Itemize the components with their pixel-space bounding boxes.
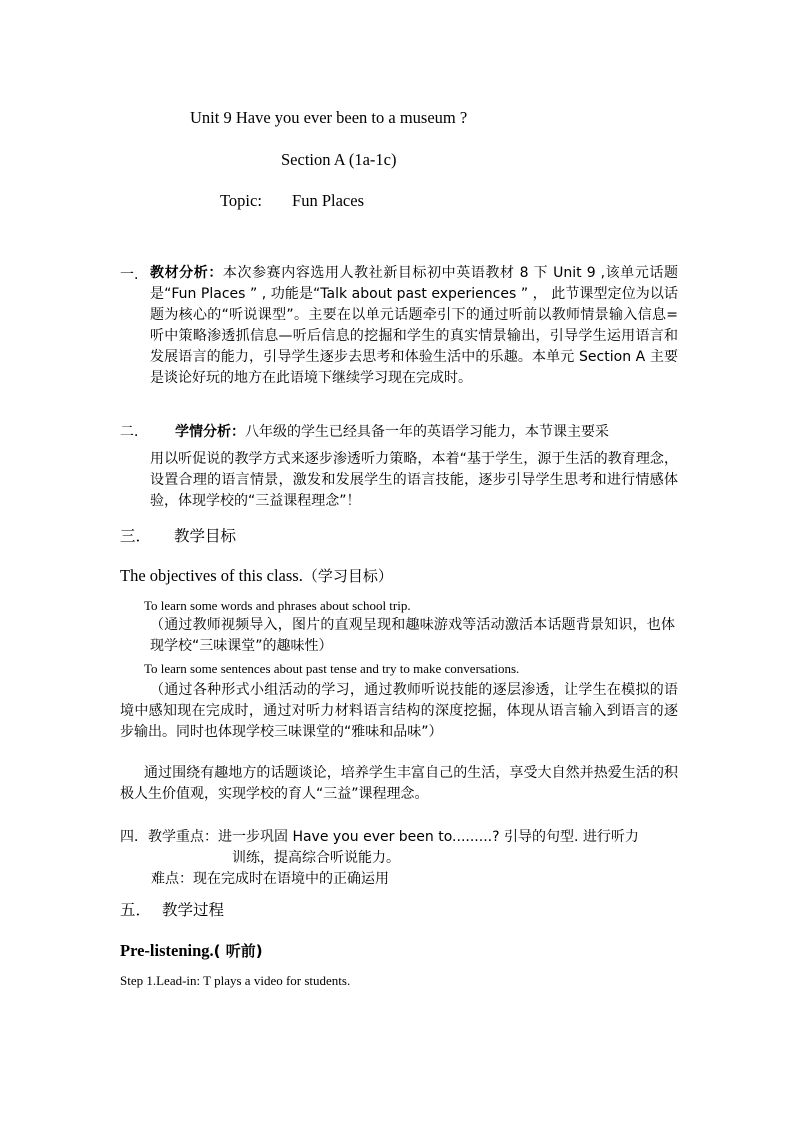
section-one-text: 本次参赛内容选用人教社新目标初中英语教材 8 下 Unit 9 ,该单元话题是“Fun Places ” , 功能是“Talk about past experiences ” ， 此节课型定位为以话题为核心的“听说课型”。主要在以单元话题牵引下的通过听前以教师情景输入信息=听中策略渗透抓信息—听后信息的挖掘和学生的真实情景输出，引导学生运用语言和发展语言的能力，引导学生逐步去思考和体验生活中的乐趣。本单元 Section A 主要是谈论好玩的地方在此语境下继续学习现在完成时。 (150, 265, 679, 386)
section-two-first: 八年级的学生已经具备一年的英语学习能力，本节课主要采 (245, 424, 609, 440)
section-three-label: 教学目标 (173, 527, 236, 545)
section-one-label: 教材分析： (150, 265, 223, 281)
section-one-number: 一. (120, 267, 139, 283)
section-two-number: 二． (120, 424, 148, 440)
goal-three: 通过围绕有趣地方的话题谈论，培养学生丰富自己的生活，享受大自然并热爱生活的积极人生价值观，实现学校的育人“三益”课程理念。 (120, 765, 678, 802)
topic-label: Topic: (220, 191, 262, 210)
section-five-number: 五． (120, 901, 152, 919)
goal-one-en: To learn some words and phrases about school trip. (144, 598, 411, 613)
section-two-first-line (175, 421, 609, 441)
section-four-line-two: 训练，提高综合听说能力。 (232, 850, 400, 866)
objectives-line (120, 565, 393, 586)
topic-value: Fun Places (292, 191, 365, 210)
section-four-label: 教学重点： (148, 829, 218, 845)
section-one-paragraph (150, 263, 678, 389)
section-two-paragraph: 用以听促说的教学方式来逐步渗透听力策略，本着“基于学生，源于生活的教育理念，设置合理的语言情景，激发和发展学生的语言技能，逐步引导学生思考和进行情感体验，体现学校的“三益课程理念”！ (150, 451, 678, 509)
objectives-en: The objectives of this class. (120, 566, 303, 585)
pre-listening-heading (120, 940, 263, 961)
section-four-number: 四． (120, 829, 148, 845)
section-three-number: 三． (120, 527, 152, 545)
section-four-line-one (120, 826, 639, 846)
goal-one-cn (150, 615, 675, 657)
pre-listening-cn: ( 听前) (213, 942, 263, 960)
step-one: Step 1.Lead-in: T plays a video for students. (120, 973, 351, 988)
difficulty-line (151, 868, 389, 888)
goal-one-cn-text: （通过教师视频导入，图片的直观呈现和趣味游戏等活动激活本话题背景知识，也体现学校“三味课堂”的趣味性） (150, 617, 675, 654)
goal-two-cn: （通过各种形式小组活动的学习，通过教师听说技能的逐层渗透，让学生在模拟的语境中感知现在完成时，通过对听力材料语言结构的深度挖掘，体现从语言输入到语言的逐步输出。同时也体现学校三味课堂的“雅味和品味”） (120, 682, 678, 740)
section-two-label: 学情分析： (175, 424, 245, 440)
section-title: Section A (1a-1c) (281, 150, 397, 169)
difficulty-text: 现在完成时在语境中的正确运用 (193, 871, 389, 887)
goal-two-en: To learn some sentences about past tense and try to make conversations. (144, 661, 520, 676)
difficulty-label: 难点： (151, 871, 193, 887)
section-five-heading (120, 898, 224, 920)
objectives-cn: （学习目标） (302, 567, 393, 585)
topic-line (220, 191, 364, 211)
section-five-label: 教学过程 (161, 901, 224, 919)
pre-listening-en: Pre-listening. (120, 941, 214, 960)
unit-title: Unit 9 Have you ever been to a museum ? (190, 108, 468, 127)
section-four-text1: 进一步巩固 Have you ever been to.........? 引导的句型. 进行听力 (218, 829, 639, 845)
section-three-heading (120, 524, 236, 546)
